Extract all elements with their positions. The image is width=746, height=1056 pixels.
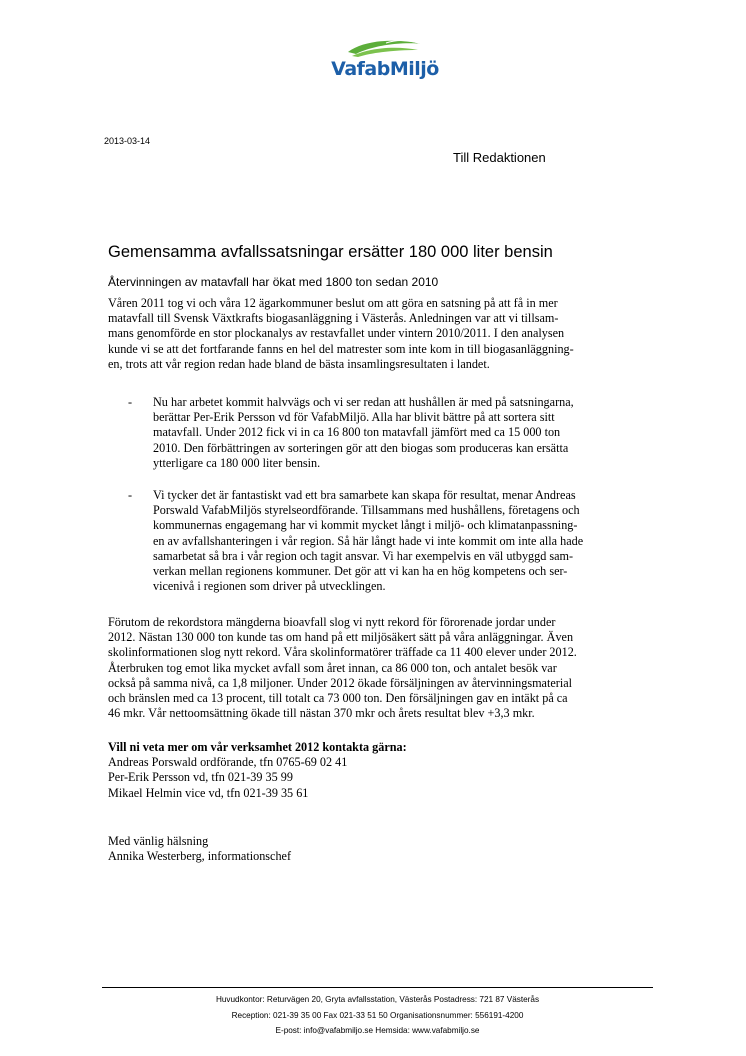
text-line: Förutom de rekordstora mängderna bioavfall slog vi nytt rekord för förorenade jordar under [108, 615, 556, 629]
text-line: matavfall till Svensk Växtkrafts biogasanläggning i Västerås. Anledningen var att vi tillsam- [108, 311, 559, 326]
text-line: Nu har arbetet kommit halvvägs och vi ser redan att hushållen är med på satsningarna, [153, 395, 574, 409]
recipient-line: Till Redaktionen [453, 150, 546, 165]
text-line: matavfall. Under 2012 fick vi in ca 16 800 ton matavfall jämfört med ca 15 000 ton [153, 425, 561, 440]
contact-person: Mikael Helmin vice vd, tfn 021-39 35 61 [108, 785, 309, 800]
intro-paragraph [108, 296, 648, 372]
footer-divider [102, 987, 653, 988]
text-line: 2012. Nästan 130 000 ton kunde tas om hand på ett miljösäkert sätt på våra anläggningar. Även [108, 630, 574, 645]
text-line: skolinformationen slog nytt rekord. Våra skolinformatörer träffade ca 11 400 elever under 2012. [108, 645, 577, 660]
text-line: berättar Per-Erik Persson vd för VafabMiljö. Alla har blivit bättre på att sortera sitt [153, 410, 555, 425]
subheadline: Återvinningen av matavfall har ökat med 1800 ton sedan 2010 [108, 275, 439, 289]
footer-phone: Reception: 021-39 35 00 Fax 021-33 51 50 Organisationsnummer: 556191-4200 [231, 1010, 524, 1020]
footer-address: Huvudkontor: Returvägen 20, Gryta avfallsstation, Västerås Postadress: 721 87 Västerås [215, 995, 540, 1004]
text-line: Återbruken tog emot lika mycket avfall som året innan, ca 86 000 ton, och antalet besök var [108, 660, 557, 675]
closing-block [108, 834, 648, 864]
text-line: en av avfallshanteringen i vår region. Så här långt hade vi inte kommit om inte alla hade [153, 533, 584, 548]
text-line: Porswald VafabMiljös styrelseordförande. Tillsammans med hushållens, företagens och [153, 503, 580, 518]
bullet-dash: - [128, 488, 133, 502]
text-line: mans genomförde en stor plockanalys av restavfallet under vintern 2010/2011. I den analysen [108, 326, 565, 341]
contacts-block [108, 740, 648, 801]
quote-paragraph [153, 395, 693, 471]
company-logo [330, 38, 440, 98]
closing-signature: Annika Westerberg, informationschef [108, 849, 292, 864]
bullet-dash: - [128, 395, 133, 409]
text-line: Våren 2011 tog vi och våra 12 ägarkommuner beslut om att göra en satsning på att få in mer [108, 296, 558, 310]
text-line: ytterligare ca 180 000 liter bensin. [153, 455, 321, 470]
text-line: vicenivå i regionen som driver på utvecklingen. [153, 579, 386, 594]
logo-wordmark: VafabMiljö [331, 58, 439, 80]
text-line: kommunernas engagemang har vi kommit mycket långt i miljö- och klimatanpassning- [153, 518, 578, 533]
text-line: verkan mellan regionens kommuner. Det gör att vi kan ha en hög kompetens och ser- [153, 564, 568, 579]
text-line: och bränslen med ca 13 procent, till totalt ca 73 000 ton. Den försäljningen gav en intäkt på ca [108, 691, 568, 706]
quote-paragraph [153, 488, 693, 594]
footer-contact: E-post: info@vafabmiljo.se Hemsida: www.vafabmiljo.se [275, 1026, 480, 1035]
records-paragraph [108, 615, 648, 721]
leaf-icon [346, 38, 424, 58]
contact-person: Per-Erik Persson vd, tfn 021-39 35 99 [108, 770, 293, 785]
contacts-title: Vill ni veta mer om vår verksamhet 2012 kontakta gärna: [108, 740, 407, 754]
document-date: 2013-03-14 [104, 136, 151, 146]
page-title: Gemensamma avfallssatsningar ersätter 180 000 liter bensin [108, 243, 553, 261]
closing-greeting: Med vänlig hälsning [108, 834, 209, 848]
text-line: samarbetat så bra i vår region och tagit ansvar. Vi har exempelvis en väl utbyggd sam- [153, 548, 574, 563]
text-line: kunde vi se att det fortfarande fanns en hel del matrester som inte kom in till biogasanläggning- [108, 341, 574, 356]
text-line: en, trots att vår region redan hade bland de bästa insamlingsresultaten i landet. [108, 356, 490, 371]
footer [102, 992, 653, 1039]
text-line: 2010. Den förbättringen av sorteringen gör att den biogas som produceras kan ersätta [153, 440, 569, 455]
contact-person: Andreas Porswald ordförande, tfn 0765-69 02 41 [108, 755, 348, 770]
text-line: också på samma nivå, ca 1,8 miljoner. Under 2012 ökade försäljningen av återvinningsmaterial [108, 675, 572, 690]
text-line: Vi tycker det är fantastiskt vad ett bra samarbete kan skapa för resultat, menar Andreas [153, 488, 576, 502]
text-line: 46 mkr. Vår nettoomsättning ökade till nästan 370 mkr och årets resultat blev +3,3 mkr. [108, 706, 535, 721]
